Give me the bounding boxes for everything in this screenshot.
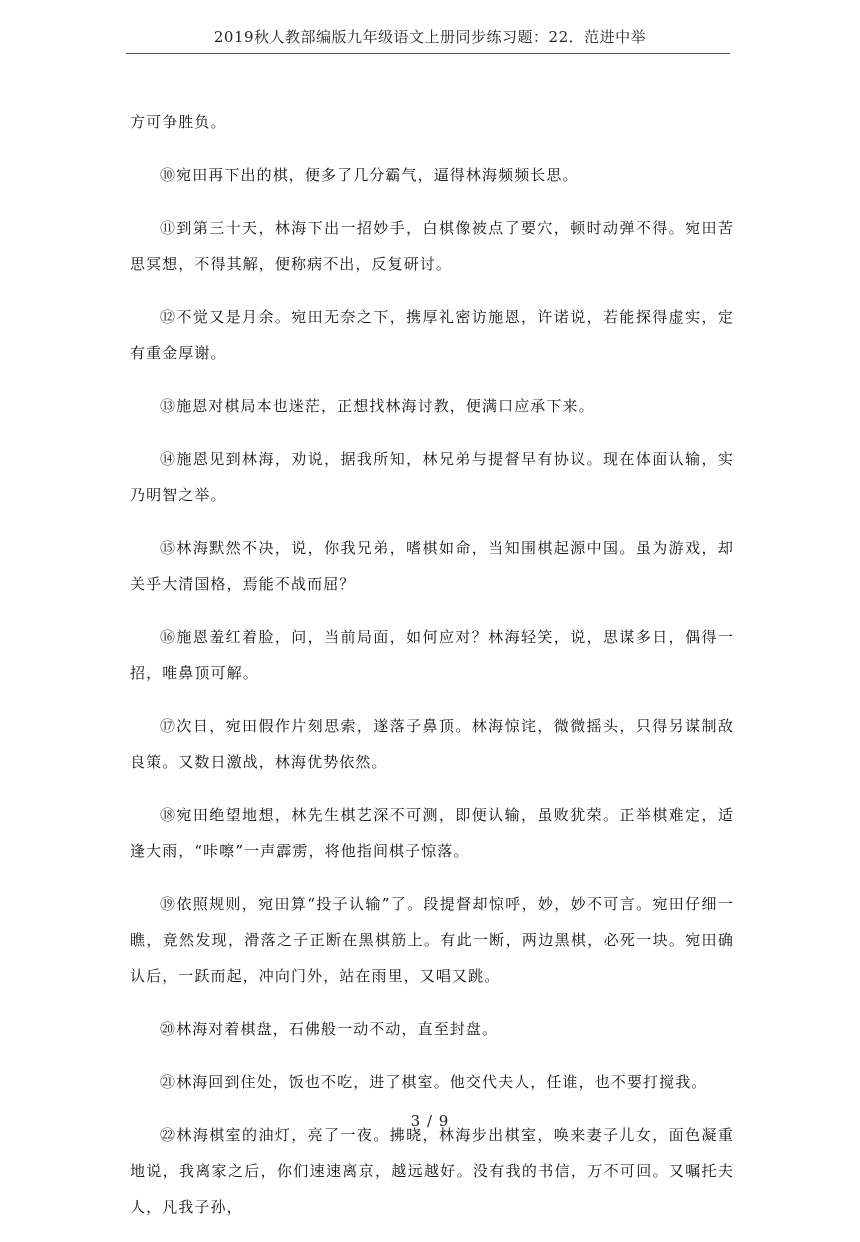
paragraph-11: ⑪到第三十天，林海下出一招妙手，白棋像被点了要穴，顿时动弹不得。宛田苦思冥想，不得其解，便称病不出，反复研讨。 — [130, 219, 734, 273]
page-number: 3 / 9 — [410, 1112, 450, 1130]
paragraph-18: ⑱宛田绝望地想，林先生棋艺深不可测，即便认输，虽败犹荣。正举棋难定，适逢大雨，“咔嚓”一声霹雳，将他指间棋子惊落。 — [130, 806, 734, 860]
paragraph-19: ⑲依照规则，宛田算“投子认输”了。段提督却惊呼，妙，妙不可言。宛田仔细一瞧，竟然发现，滑落之子正断在黑棋筋上。有此一断，两边黑棋，必死一块。宛田确认后，一跃而起，冲向门外，站在雨里，又唱又跳。 — [130, 895, 734, 985]
paragraph-13: ⑬施恩对棋局本也迷茫，正想找林海讨教，便满口应承下来。 — [160, 397, 595, 415]
paragraph-22: ㉒林海棋室的油灯，亮了一夜。拂晓，林海步出棋室，唤来妻子儿女，面色凝重地说，我离家之后，你们速速离京，越远越好。没有我的书信，万不可回。又嘱托夫人，凡我子孙， — [130, 1126, 734, 1216]
paragraph-21: ㉑林海回到住处，饭也不吃，进了棋室。他交代夫人，任谁，也不要打搅我。 — [160, 1073, 708, 1091]
paragraph-20: ⑳林海对着棋盘，石佛般一动不动，直至封盘。 — [160, 1020, 499, 1038]
paragraph-12: ⑫不觉又是月余。宛田无奈之下，携厚礼密访施恩，许诺说，若能探得虚实，定有重金厚谢。 — [130, 308, 734, 362]
paragraph-10: ⑩宛田再下出的棋，便多了几分霸气，逼得林海频频长思。 — [160, 166, 579, 184]
paragraph-17: ⑰次日，宛田假作片刻思索，遂落子鼻顶。林海惊诧，微微摇头，只得另谋制敌良策。又数日激战，林海优势依然。 — [130, 717, 734, 771]
document-body — [130, 104, 734, 1242]
paragraph-16: ⑯施恩羞红着脸，问，当前局面，如何应对？林海轻笑，说，思谋多日，偶得一招，唯鼻顶可解。 — [130, 628, 734, 682]
paragraph-14: ⑭施恩见到林海，劝说，据我所知，林兄弟与提督早有协议。现在体面认输，实乃明智之举。 — [130, 450, 734, 504]
paragraph-continuation: 方可争胜负。 — [130, 113, 227, 131]
header-divider — [126, 53, 730, 54]
paragraph-15: ⑮林海默然不决，说，你我兄弟，嗜棋如命，当知围棋起源中国。虽为游戏，却关乎大清国格，焉能不战而屈？ — [130, 539, 734, 593]
page-header: 2019秋人教部编版九年级语文上册同步练习题：22．范进中举 — [213, 28, 647, 46]
